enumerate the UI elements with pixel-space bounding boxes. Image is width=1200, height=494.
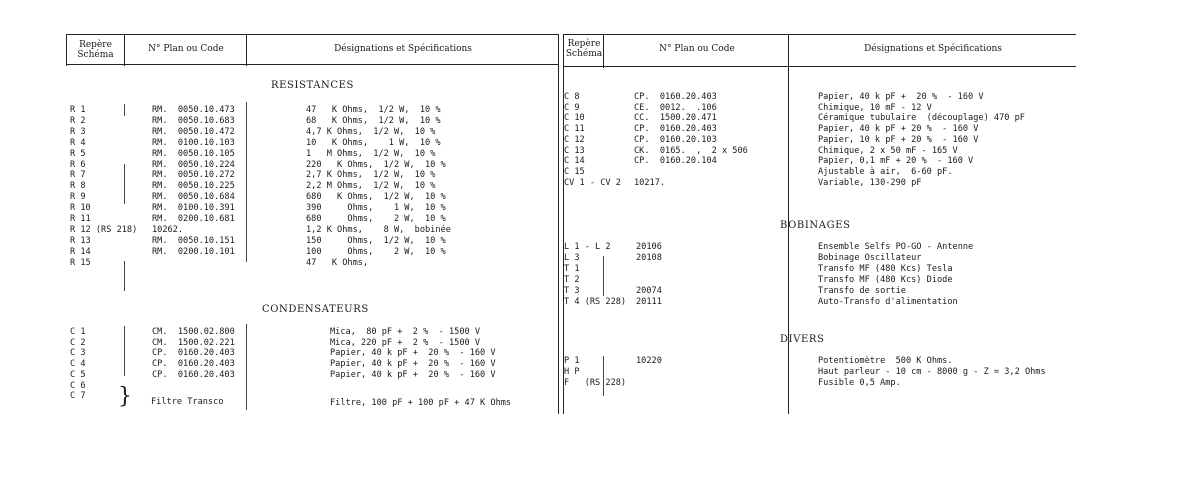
row-spec: 1 M Ohms, 1/2 W, 10 %	[306, 148, 436, 159]
row-ref: H P	[564, 367, 580, 377]
row-code: 10217.	[634, 177, 666, 188]
left-right-divider	[558, 34, 559, 414]
header-divider-right	[563, 66, 1076, 67]
header-plan-left: N° Plan ou Code	[148, 44, 224, 54]
section-condensateurs: CONDENSATEURS	[262, 304, 369, 315]
row-ref: L 1 - L 2	[564, 242, 611, 252]
row-ref: T 4 (RS 228)	[564, 297, 627, 307]
row-code: RM. 0050.10.224	[152, 159, 235, 170]
row-code: CP. 0160.20.103	[634, 134, 717, 145]
row-code: CM. 1500.02.221	[152, 337, 235, 348]
row-code: CP. 0160.20.403	[152, 359, 235, 370]
row-code: RM. 0050.10.684	[152, 192, 235, 203]
row-ref: C 9	[564, 102, 580, 113]
row-ref: C 3	[70, 348, 86, 359]
row-spec: Papier, 40 k pF + 20 % - 160 V	[330, 369, 496, 380]
header-design-left: Désignations et Spécifications	[334, 44, 472, 54]
row-spec: 100 Ohms, 2 W, 10 %	[306, 246, 446, 257]
table-top-border-right	[563, 34, 1076, 35]
row-ref: C 10	[564, 113, 585, 124]
row-ref: C 6	[70, 380, 86, 391]
row-spec: Transfo MF (480 Kcs) Diode	[818, 275, 953, 285]
row-code: CK. 0165. , 2 x 506	[634, 145, 748, 156]
row-tick	[124, 261, 125, 291]
row-code: RM. 0100.10.391	[152, 203, 235, 214]
row-spec: Papier, 40 k pF + 20 % - 160 V	[330, 348, 496, 359]
row-spec: Chimique, 2 x 50 mF - 165 V	[818, 145, 958, 156]
row-ref: T 3	[564, 286, 580, 296]
row-code: 20108	[636, 253, 662, 263]
row-spec: 10 K Ohms, 1 W, 10 %	[306, 137, 441, 148]
row-tick	[124, 326, 125, 376]
row-code: CP. 0160.20.403	[152, 369, 235, 380]
header-divider-left	[66, 64, 558, 65]
row-code: RM. 0050.10.105	[152, 148, 235, 159]
row-code: RM. 0200.10.681	[152, 214, 235, 224]
row-ref: C 7	[70, 391, 86, 402]
row-ref: C 15	[564, 166, 585, 177]
row-spec: 2,7 K Ohms, 1/2 W, 10 %	[306, 170, 436, 181]
table-top-border-left	[66, 34, 558, 35]
row-code: 20106	[636, 242, 662, 252]
row-spec: Céramique tubulaire (découplage) 470 pF	[818, 113, 1025, 124]
row-spec: 47 K Ohms,	[306, 257, 369, 268]
row-ref: C 8	[564, 92, 580, 102]
header-plan-right: N° Plan ou Code	[659, 44, 735, 54]
row-spec: Fusible 0,5 Amp.	[818, 378, 901, 388]
row-tick	[603, 356, 604, 396]
row-ref: R 7	[70, 170, 86, 181]
row-code: RM. 0050.10.472	[152, 126, 235, 137]
row-ref: P 1	[564, 356, 580, 366]
row-ref: C 13	[564, 145, 585, 156]
row-ref: R 4	[70, 137, 86, 148]
parts-list-table	[66, 34, 1076, 414]
row-spec: Papier, 40 k pF + 20 % - 160 V	[330, 359, 496, 370]
row-spec: 220 K Ohms, 1/2 W, 10 %	[306, 159, 446, 170]
row-ref: R 3	[70, 126, 86, 137]
row-code: CP. 0160.20.403	[152, 348, 235, 359]
row-spec: Papier, 0,1 mF + 20 % - 160 V	[818, 156, 974, 167]
row-tick	[603, 256, 604, 296]
row-ref: C 11	[564, 124, 585, 135]
header-repere-right: Repère Schéma	[565, 39, 603, 59]
row-tick	[246, 102, 247, 262]
row-tick	[246, 324, 247, 410]
row-ref: C 12	[564, 134, 585, 145]
row-ref: R 15	[70, 257, 91, 268]
row-code: CC. 1500.20.471	[634, 113, 717, 124]
row-spec: 150 Ohms, 1/2 W, 10 %	[306, 235, 446, 246]
row-ref: C 1	[70, 327, 86, 337]
row-spec: Haut parleur - 10 cm - 8000 g - Z = 3,2 Ohms	[818, 367, 1046, 377]
row-spec: Ensemble Selfs PO-GO - Antenne	[818, 242, 974, 252]
row-ref: R 14	[70, 246, 91, 257]
row-code: CP. 0160.20.403	[634, 124, 717, 135]
row-ref: C 4	[70, 359, 86, 370]
row-code: RM. 0050.10.473	[152, 105, 235, 115]
filtre-code: Filtre Transco	[151, 397, 224, 407]
row-ref: R 9	[70, 192, 86, 203]
header-repere-left: Repère Schéma	[77, 40, 114, 60]
row-code: CP. 0160.20.104	[634, 156, 717, 167]
row-code: 20111	[636, 297, 662, 307]
row-spec: Ajustable à air, 6-60 pF.	[818, 166, 953, 177]
section-bobinages: BOBINAGES	[780, 220, 851, 231]
brace-c6-c7: }	[118, 384, 132, 409]
row-spec: 68 K Ohms, 1/2 W, 10 %	[306, 115, 441, 126]
section-divers: DIVERS	[780, 334, 825, 345]
row-code: RM. 0200.10.101	[152, 246, 235, 257]
col-divider-repere	[124, 34, 125, 66]
row-ref: R 8	[70, 181, 86, 192]
row-ref: CV 1 - CV 2	[564, 177, 621, 188]
row-spec: 2,2 M Ohms, 1/2 W, 10 %	[306, 181, 436, 192]
row-spec: Variable, 130-290 pF	[818, 177, 922, 188]
row-spec: Chimique, 10 mF - 12 V	[818, 102, 932, 113]
row-code: 10262.	[152, 224, 184, 235]
row-tick	[124, 164, 125, 204]
row-code: RM. 0050.10.683	[152, 115, 235, 126]
row-spec: Papier, 10 k pF + 20 % - 160 V	[818, 134, 979, 145]
row-ref: R 1	[70, 105, 86, 115]
row-code: RM. 0050.10.225	[152, 181, 235, 192]
row-spec: Bobinage Oscillateur	[818, 253, 922, 263]
row-tick	[124, 104, 125, 116]
row-ref: F (RS 228)	[564, 378, 627, 388]
row-ref: R 2	[70, 115, 86, 126]
row-code: RM. 0050.10.272	[152, 170, 235, 181]
section-resistances: RESISTANCES	[271, 80, 354, 91]
row-spec: 680 K Ohms, 1/2 W, 10 %	[306, 192, 446, 203]
row-ref: L 3	[564, 253, 580, 263]
row-spec: Transfo de sortie	[818, 286, 906, 296]
filtre-spec: Filtre, 100 pF + 100 pF + 47 K Ohms	[330, 398, 512, 408]
row-ref: R 10	[70, 203, 91, 214]
row-ref: C 2	[70, 337, 86, 348]
header-design-right: Désignations et Spécifications	[864, 44, 1002, 54]
row-spec: 1,2 K Ohms, 8 W, bobinée	[306, 224, 451, 235]
row-code: 20074	[636, 286, 662, 296]
row-spec: Potentiomètre 500 K Ohms.	[818, 356, 953, 366]
row-spec: Auto-Transfo d'alimentation	[818, 297, 958, 307]
row-ref: R 13	[70, 235, 91, 246]
row-code: CP. 0160.20.403	[634, 92, 717, 102]
row-code: RM. 0050.10.151	[152, 235, 235, 246]
col-divider-plan	[246, 34, 247, 66]
row-spec: Papier, 40 k pF + 20 % - 160 V	[818, 124, 979, 135]
row-ref: T 1	[564, 264, 580, 274]
row-spec: Mica, 220 pF + 2 % - 1500 V	[330, 337, 481, 348]
row-ref: C 14	[564, 156, 585, 167]
row-spec: Transfo MF (480 Kcs) Tesla	[818, 264, 953, 274]
row-spec: Mica, 80 pF + 2 % - 1500 V	[330, 327, 481, 337]
row-ref: R 11	[70, 214, 91, 224]
row-spec: 4,7 K Ohms, 1/2 W, 10 %	[306, 126, 436, 137]
row-code: RM. 0100.10.103	[152, 137, 235, 148]
row-ref: T 2	[564, 275, 580, 285]
row-code: CE. 0012. .106	[634, 102, 717, 113]
row-code: 10220	[636, 356, 662, 366]
row-spec: 390 Ohms, 1 W, 10 %	[306, 203, 446, 214]
row-ref: R 12 (RS 218)	[70, 224, 138, 235]
row-ref: C 5	[70, 369, 86, 380]
row-spec: 680 Ohms, 2 W, 10 %	[306, 214, 446, 224]
row-code: CM. 1500.02.800	[152, 327, 235, 337]
row-ref: R 5	[70, 148, 86, 159]
row-spec: Papier, 40 k pF + 20 % - 160 V	[818, 92, 984, 102]
row-ref: R 6	[70, 159, 86, 170]
row-spec: 47 K Ohms, 1/2 W, 10 %	[306, 105, 441, 115]
